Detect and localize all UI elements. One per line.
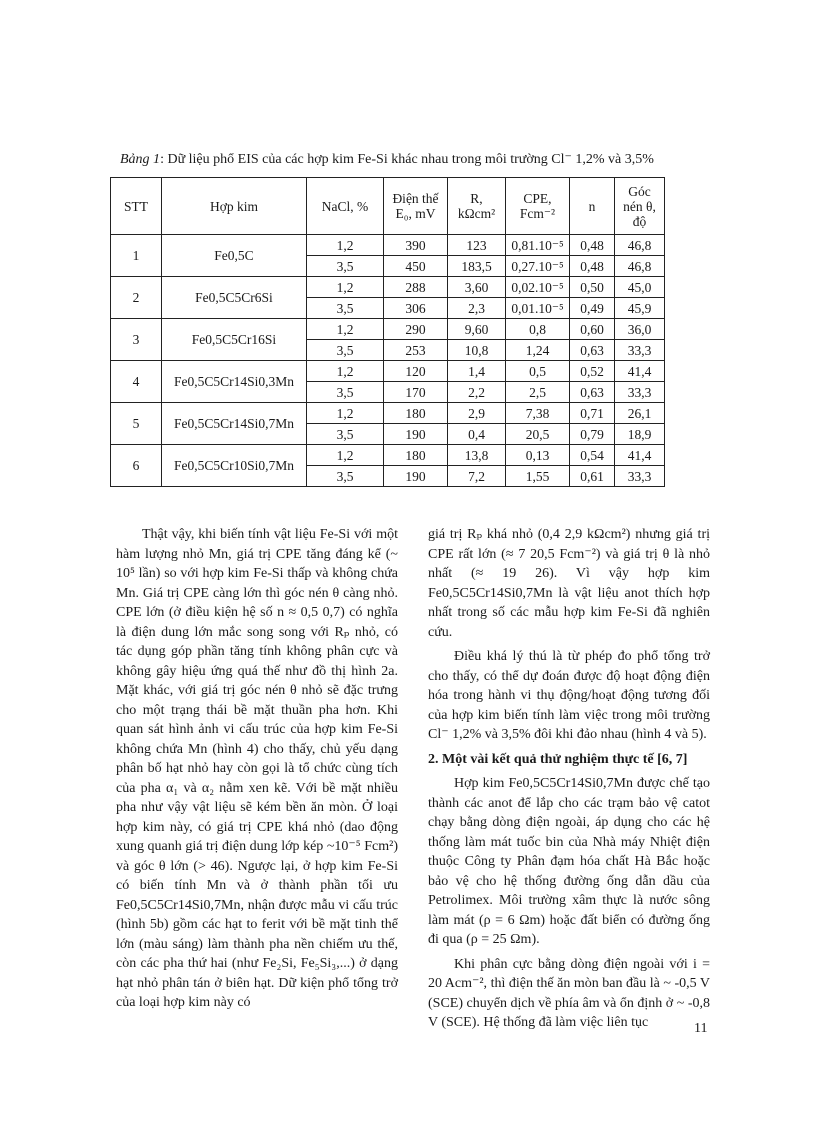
cell-cpe: 1,24	[506, 340, 570, 361]
header-n: n	[570, 178, 615, 235]
table-row	[111, 319, 665, 340]
cell-cpe: 1,55	[506, 466, 570, 487]
section-heading: 2. Một vài kết quả thử nghiệm thực tế [6, 7]	[428, 751, 688, 767]
cell-n: 0,48	[570, 235, 615, 256]
cell-nacl: 1,2	[307, 403, 384, 424]
eis-data-table	[110, 177, 665, 487]
cell-stt: 2	[111, 277, 162, 319]
table-header-row	[111, 178, 665, 235]
cell-angle: 46,8	[615, 235, 665, 256]
cell-n: 0,63	[570, 382, 615, 403]
header-cpe: CPE, Fcm⁻²	[506, 178, 570, 235]
cell-cpe: 0,01.10⁻⁵	[506, 298, 570, 319]
table-row	[111, 235, 665, 256]
cell-stt: 5	[111, 403, 162, 445]
cell-angle: 33,3	[615, 340, 665, 361]
table-caption	[120, 151, 720, 169]
cell-nacl: 3,5	[307, 256, 384, 277]
cell-nacl: 1,2	[307, 445, 384, 466]
header-potential: Điện thế E₀, mV	[384, 178, 448, 235]
cell-stt: 4	[111, 361, 162, 403]
cell-n: 0,79	[570, 424, 615, 445]
header-nacl: NaCl, %	[307, 178, 384, 235]
cell-nacl: 1,2	[307, 319, 384, 340]
cell-n: 0,63	[570, 340, 615, 361]
cell-cpe: 0,13	[506, 445, 570, 466]
cell-cpe: 20,5	[506, 424, 570, 445]
cell-n: 0,54	[570, 445, 615, 466]
cell-resistance: 2,2	[448, 382, 506, 403]
right-paragraph-1: giá trị Rₚ khá nhỏ (0,4 2,9 kΩcm²) nhưng giá trị CPE rất lớn (≈ 7 20,5 Fcm⁻²) và giá trị θ là nhỏ nhất (≈ 19 26). Vì vậy hợp kim Fe0,5C5Cr14Si0,7Mn là vật liệu anot thích hợp nhất trong số các mẫu hợp kim Fe-Si đã nghiên cứu.	[428, 527, 710, 640]
cell-nacl: 1,2	[307, 361, 384, 382]
cell-potential: 390	[384, 235, 448, 256]
cell-alloy: Fe0,5C5Cr14Si0,7Mn	[162, 403, 307, 445]
cell-resistance: 13,8	[448, 445, 506, 466]
cell-resistance: 7,2	[448, 466, 506, 487]
cell-angle: 26,1	[615, 403, 665, 424]
cell-alloy: Fe0,5C5Cr6Si	[162, 277, 307, 319]
cell-potential: 450	[384, 256, 448, 277]
cell-potential: 170	[384, 382, 448, 403]
cell-resistance: 183,5	[448, 256, 506, 277]
cell-resistance: 123	[448, 235, 506, 256]
cell-cpe: 7,38	[506, 403, 570, 424]
cell-resistance: 2,9	[448, 403, 506, 424]
cell-potential: 306	[384, 298, 448, 319]
right-text-column	[428, 525, 710, 1038]
header-alloy: Hợp kim	[162, 178, 307, 235]
cell-potential: 253	[384, 340, 448, 361]
cell-resistance: 3,60	[448, 277, 506, 298]
cell-n: 0,71	[570, 403, 615, 424]
cell-nacl: 3,5	[307, 340, 384, 361]
header-stt: STT	[111, 178, 162, 235]
cell-n: 0,60	[570, 319, 615, 340]
cell-resistance: 2,3	[448, 298, 506, 319]
cell-potential: 190	[384, 466, 448, 487]
cell-potential: 288	[384, 277, 448, 298]
table-row	[111, 277, 665, 298]
cell-cpe: 0,27.10⁻⁵	[506, 256, 570, 277]
right-paragraph-4: Khi phân cực bằng dòng điện ngoài với i = 20 Acm⁻², thì điện thế ăn mòn ban đầu là ~ -0,5 V (SCE) chuyển dịch về phía âm và ổn định ở ~ -0,8 V (SCE). Hệ thống đã làm việc liên tục	[428, 956, 710, 1030]
cell-nacl: 1,2	[307, 235, 384, 256]
left-paragraph: Thật vậy, khi biến tính vật liệu Fe-Si với một hàm lượng nhỏ Mn, giá trị CPE tăng đáng kể (~ 10⁵ lần) so với hợp kim Fe-Si thấp và không chứa Mn. Giá trị CPE càng lớn thì góc nén θ càng nhỏ. CPE lớn (ở điều kiện hệ số n ≈ 0,5 0,7) có nghĩa là điện dung lớn mắc song song với Rₚ nhỏ, có tác dụng góp phần tăng tính không phân cực và không gây hiệu ứng quá thế như đồ thị hình 2a. Mặt khác, với giá trị góc nén θ nhỏ sẽ đặc trưng cho một trạng thái bề mặt thuần pha hơn. Khi quan sát hình ảnh vi cấu trúc của hợp kim Fe-Si không chứa Mn (hình 4) cho thấy, chủ yếu dạng phân bố hạt nhỏ hay còn gọi là tổ chức cùng tích của pha α₁ và α₂ nằm xen kẽ. Với bề mặt nhiều pha như vậy vật liệu sẽ kém bền ăn mòn. Ở loại hợp kim này, có giá trị CPE khá nhỏ (dao động xung quanh giá trị điện dung lớp kép ~10⁻⁵ Fcm²) và góc θ lớn (> 46). Ngược lại, ở hợp kim Fe-Si có biến tính Mn và ở thành phần tối ưu Fe0,5C5Cr14Si0,7Mn, nhận được mẫu vi cấu trúc (hình 5b) gồm các hạt to ferit với bề mặt tinh thể lớn (màu sáng) làm thành pha nền chiếm ưu thế, còn các pha thứ hai (như Fe₂Si, Fe₅Si₃,...) ở dạng hạt nhỏ phân tán ở biên hạt. Dữ kiện phổ tổng trở của loại hợp kim này có	[116, 527, 398, 1010]
left-text-column	[116, 525, 398, 1018]
cell-potential: 180	[384, 403, 448, 424]
cell-resistance: 9,60	[448, 319, 506, 340]
page-number: 11	[694, 1021, 708, 1036]
cell-angle: 46,8	[615, 256, 665, 277]
cell-angle: 45,0	[615, 277, 665, 298]
cell-angle: 41,4	[615, 445, 665, 466]
cell-n: 0,48	[570, 256, 615, 277]
cell-potential: 290	[384, 319, 448, 340]
cell-angle: 41,4	[615, 361, 665, 382]
cell-resistance: 10,8	[448, 340, 506, 361]
table-row	[111, 403, 665, 424]
cell-nacl: 3,5	[307, 424, 384, 445]
cell-nacl: 3,5	[307, 466, 384, 487]
cell-angle: 18,9	[615, 424, 665, 445]
cell-n: 0,52	[570, 361, 615, 382]
cell-angle: 36,0	[615, 319, 665, 340]
table-row	[111, 361, 665, 382]
cell-cpe: 0,8	[506, 319, 570, 340]
cell-alloy: Fe0,5C5Cr16Si	[162, 319, 307, 361]
cell-cpe: 0,5	[506, 361, 570, 382]
cell-angle: 33,3	[615, 466, 665, 487]
cell-alloy: Fe0,5C5Cr10Si0,7Mn	[162, 445, 307, 487]
cell-n: 0,50	[570, 277, 615, 298]
cell-angle: 33,3	[615, 382, 665, 403]
right-paragraph-2: Điều khá lý thú là từ phép đo phổ tổng trở cho thấy, có thể dự đoán được độ hoạt động điện hóa trong hành vi thụ động/hoạt động tương đối của hợp kim biến tính làm việc trong môi trường Cl⁻ 1,2% và 3,5% đôi khi đảo nhau (hình 4 và 5).	[428, 649, 710, 742]
cell-cpe: 2,5	[506, 382, 570, 403]
cell-stt: 6	[111, 445, 162, 487]
cell-cpe: 0,02.10⁻⁵	[506, 277, 570, 298]
cell-stt: 3	[111, 319, 162, 361]
cell-n: 0,49	[570, 298, 615, 319]
cell-stt: 1	[111, 235, 162, 277]
cell-nacl: 3,5	[307, 382, 384, 403]
cell-angle: 45,9	[615, 298, 665, 319]
cell-potential: 120	[384, 361, 448, 382]
cell-potential: 190	[384, 424, 448, 445]
cell-resistance: 0,4	[448, 424, 506, 445]
header-resistance: R, kΩcm²	[448, 178, 506, 235]
cell-nacl: 1,2	[307, 277, 384, 298]
cell-cpe: 0,81.10⁻⁵	[506, 235, 570, 256]
cell-alloy: Fe0,5C5Cr14Si0,3Mn	[162, 361, 307, 403]
header-angle: Góc nén θ, độ	[615, 178, 665, 235]
cell-nacl: 3,5	[307, 298, 384, 319]
right-paragraph-3: Hợp kim Fe0,5C5Cr14Si0,7Mn được chế tạo thành các anot để lắp cho các trạm bảo vệ catot chạy bằng dòng điện ngoài, áp dụng cho các hệ thống làm mát tuốc bin của Nhà máy Nhiệt điện thuộc Công ty Phân đạm hóa chất Hà Bắc hoặc bảo vệ cho hệ thống đường ống dẫn dầu của Petrolimex. Môi trường xâm thực là nước sông làm mát (ρ = 6 Ωm) hoặc đất biển có đường ống đi qua (ρ = 25 Ωm).	[428, 776, 710, 947]
cell-alloy: Fe0,5C	[162, 235, 307, 277]
caption-label: Bảng 1	[120, 152, 161, 167]
cell-potential: 180	[384, 445, 448, 466]
table-row	[111, 445, 665, 466]
cell-resistance: 1,4	[448, 361, 506, 382]
caption-text: : Dữ liệu phổ EIS của các hợp kim Fe-Si khác nhau trong môi trường Cl⁻ 1,2% và 3,5%	[160, 152, 654, 167]
cell-n: 0,61	[570, 466, 615, 487]
